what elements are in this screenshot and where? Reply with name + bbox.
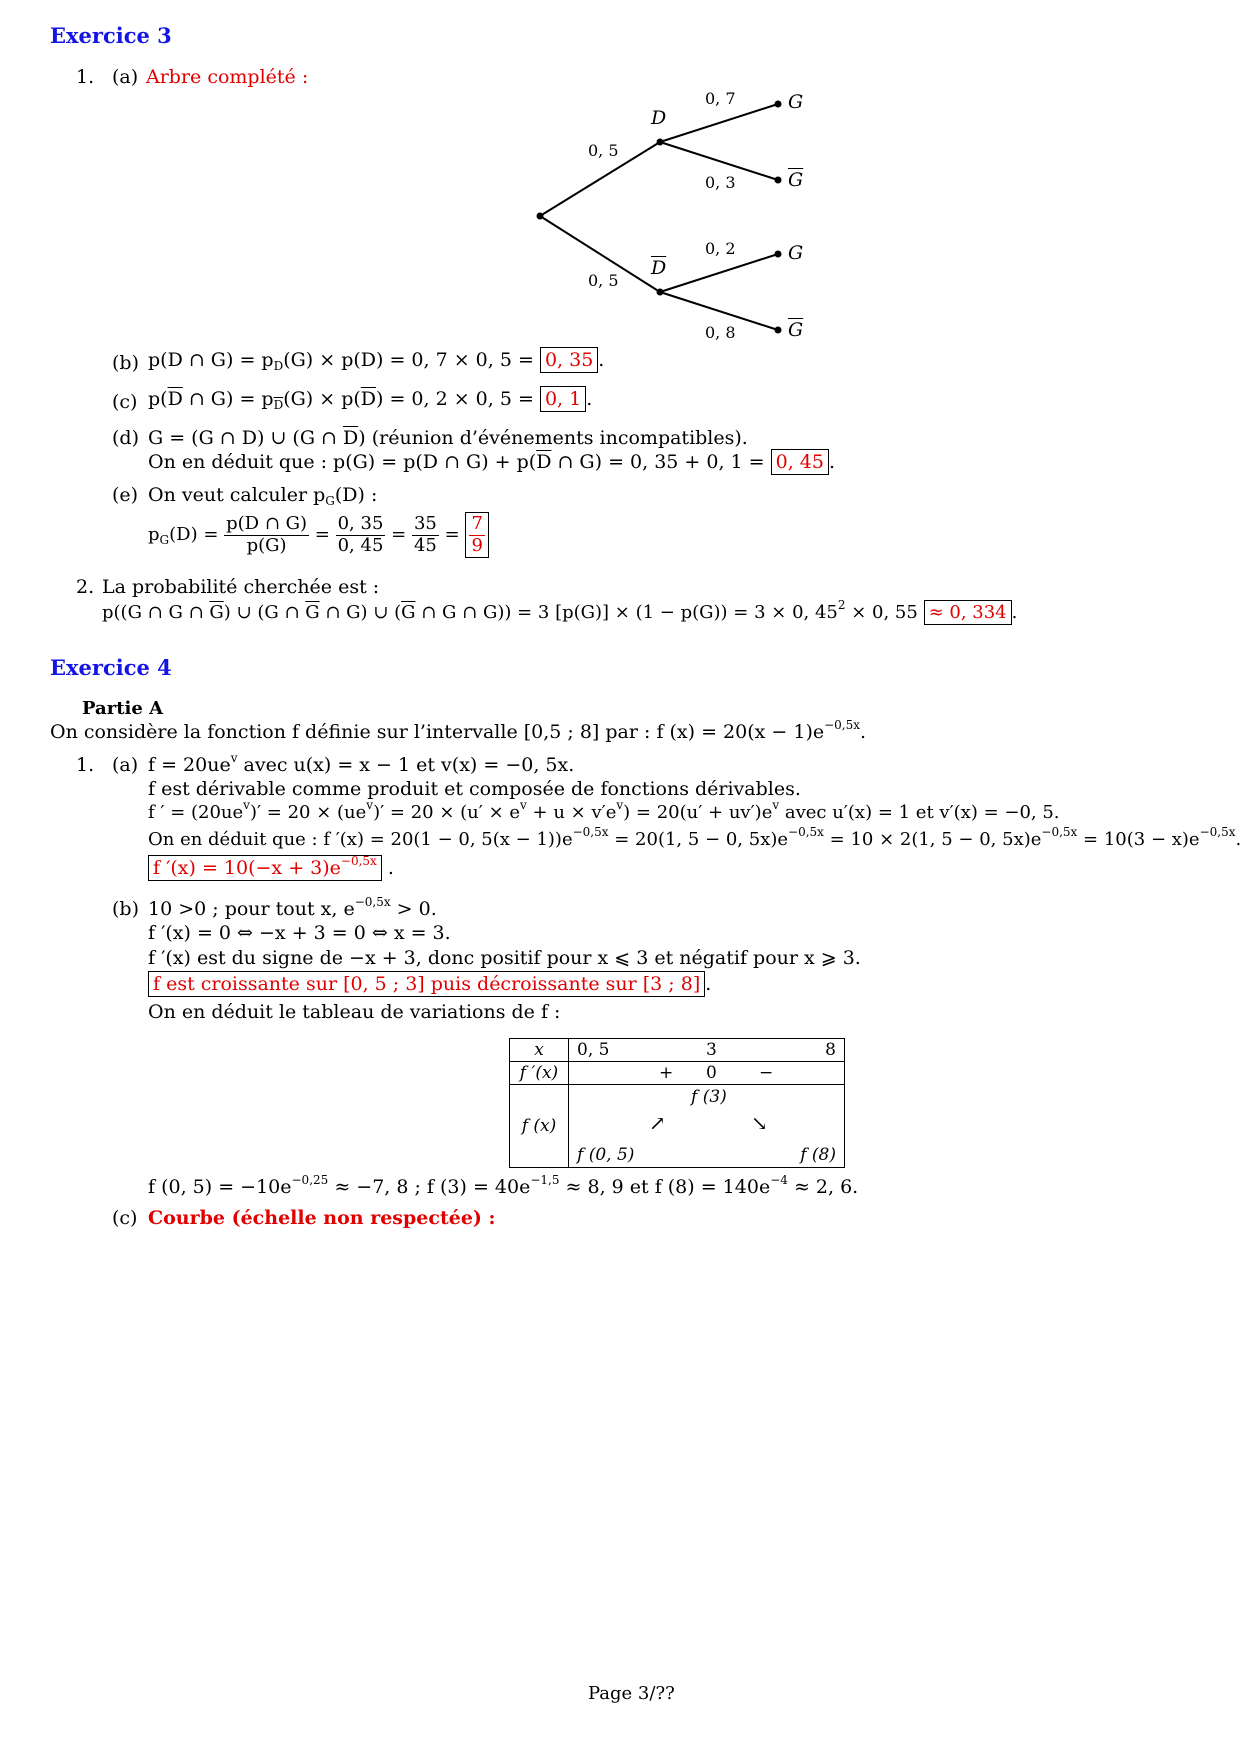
question-number: 1. [76,754,95,776]
tree-node [657,289,664,296]
tree-node-label: D [651,107,667,129]
table-cell: 0, 5 3 8 [569,1039,845,1062]
tree-leaf-label: $\overline{G}$ [788,169,804,191]
item-label: (c) [112,391,138,413]
curve-caption: Courbe (échelle non respectée) : [148,1207,496,1229]
tree-prob: 0, 7 [705,89,736,108]
probability-tree [0,0,1240,340]
question-number: 2. [76,576,95,598]
tree-prob: 0, 5 [588,141,619,160]
question-2-equation: p((G ∩ G ∩ $\overline{G}$) ∪ (G ∩ $\overline{G}$ ∩ G) ∪ ($\overline{G}$ ∩ G ∩ G)) = 3 [p(G)] × (1 − p(G)) = 3 × 0, $45^2 \times 0$, 55 ≈ 0, 334 . [102,598,1018,623]
tree-prob: 0, 2 [705,239,736,258]
exercise-4-title: Exercice 4 [50,655,172,680]
equation-b-line3: f ′(x) est du signe de −x + 3, donc positif pour x ⩽ 3 et négatif pour x ⩾ 3. [148,947,861,969]
question-2-text: La probabilité cherchée est : [102,576,380,598]
tree-leaf-label: G [788,91,804,113]
tree-leaf-label: G [788,242,804,264]
equation-a-result: f $'(x) = 10(-x + 3)e^{-0,5x}$ . [148,858,394,880]
tree-leaf-label: $\overline{G}$ [788,319,804,341]
result-box: 0, 45 [771,449,829,475]
equation-b-values: f (0, $5) = -10e^{-0,25} \approx -7$, 8 ; f $(3) = 40e^{-1,5} \approx 8$, 9 et f $(8) = 140e^{-4} \approx 2$, 6. [148,1173,859,1198]
arrow-down-icon: ↘ [751,1111,768,1135]
equation-b-line4: On en déduit le tableau de variations de f : [148,1001,561,1023]
item-label: (a) [112,66,139,88]
item-label: (e) [112,484,139,506]
table-cell: f (3) ↗ ↘ f (0, 5) f (8) [569,1085,845,1168]
equation-d-line2: On en déduit que : p(G) = p(D ∩ $G) + p(\overline{D}$ ∩ G) = 0, 35 + 0, 1 = 0, 45 . [148,451,836,473]
table-row-label: x [510,1039,569,1062]
result-box: f $'(x) = 10(-x + 3)e^{-0,5x}$ [148,855,382,881]
result-box: ≈ 0, 334 [924,600,1012,625]
result-box: 0, 1 [540,386,586,412]
intro-text: On considère la fonction f définie sur l’intervalle [0,5 ; 8] par : f $(x) = 20(x - 1)e^{-0,5x}$. [50,718,867,743]
item-label: (c) [112,1207,138,1229]
item-label: (d) [112,427,139,449]
tree-node [775,327,782,334]
tree-node [657,139,664,146]
tree-branch [660,254,778,292]
equation-d-line1: G = (G ∩ D) ∪ (G ∩ $\overline{D}$) (réunion d’événements incompatibles). [148,427,748,449]
result-box: 0, 35 [540,347,598,373]
result-box: $\frac{7}{9}$ [465,512,488,558]
tree-node [537,213,544,220]
equation-b-result: f est croissante sur [0, 5 ; 3] puis décroissante sur [3 ; 8] . [148,974,711,996]
tree-node [775,101,782,108]
page-footer: Page 3/?? [588,1683,675,1704]
tree-node-label: $\overline{D}$ [651,257,667,279]
item-label: (a) [112,754,139,776]
equation-a-line4: On en déduit que : f ′(x) = 20(1 − 0, $5(x - 1))e^{-0,5x} = 20(1$, 5 − 0, $5x)e^{-0,5x} = 10 \times 2(1$, 5 − 0, $5x)e^{-0,5x} = 10(3 - x)e^{-0,5x}$. [148,825,1241,850]
equation-a-line2: f est dérivable comme produit et composée de fonctions dérivables. [148,778,801,800]
question-number: 1. [76,66,95,88]
arrow-up-icon: ↗ [649,1111,666,1135]
table-cell: + 0 − [569,1062,845,1085]
equation-b: p(D ∩ $G) = p_D(G) \times p(D) = 0$, 7 × 0, 5 = 0, 35 . [148,349,605,373]
equation-e-fraction: $p_G(D)$ = $\frac{p(D \cap G)}{p(G)}$ = $\frac{0, 35}{0, 45}$ = $\frac{35}{45}$ = $\frac{7}{9}$ [148,512,489,558]
result-box: f est croissante sur [0, 5 ; 3] puis décroissante sur [3 ; 8] [148,971,705,997]
equation-e-line1: On veut calculer $p_G(D)$ : [148,484,378,508]
tree-branch [660,104,778,142]
table-row-label: f (x) [510,1085,569,1168]
variation-table [509,1038,845,1168]
equation-a-line3: f ′ = $(20ue^v)' = 20 \times (ue^v)' = 20 \times (u' \times e^v + u \times v'e^v) = 20(u' + uv')e^v$ avec u′(x) = 1 et v′(x) = −0, 5. [148,798,1060,823]
table-row-label: f ′(x) [510,1062,569,1085]
tree-node [775,251,782,258]
tree-prob: 0, 8 [705,323,736,342]
item-label: (b) [112,352,139,374]
equation-b-line1: 10 >0 ; pour tout x, $e^{-0,5x} > 0$. [148,895,437,920]
part-title: Partie A [82,698,164,719]
equation-a-line1: $f = 20ue^v$ avec u(x) = x − 1 et v(x) = −0, 5x. [148,751,575,776]
equation-c: $p(\overline{D}$ ∩ $G) = p_{\overline{D}}(G) \times p(\overline{D}) = 0$, 2 × 0, 5 = 0, 1 . [148,388,593,412]
equation-b-line2: f ′(x) = 0 ⇔ −x + 3 = 0 ⇔ x = 3. [148,922,451,944]
tree-node [775,177,782,184]
exercise-3-title: Exercice 3 [50,23,172,48]
item-label: (b) [112,898,139,920]
tree-caption: Arbre complété : [146,66,309,88]
tree-prob: 0, 3 [705,173,736,192]
tree-prob: 0, 5 [588,271,619,290]
